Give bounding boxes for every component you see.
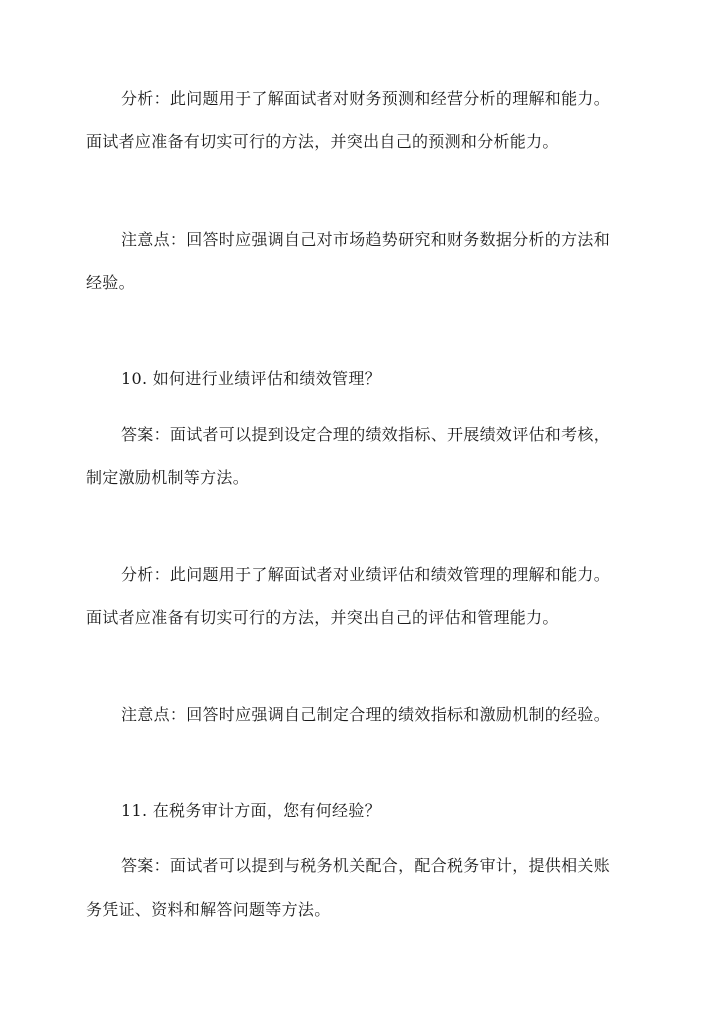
analysis-10-line-2: 面试者应准备有切实可行的方法，并突出自己的评估和管理能力。 (86, 608, 559, 627)
paragraph-analysis-line-1: 分析：此问题用于了解面试者对财务预测和经营分析的理解和能力。 (121, 89, 611, 108)
paragraph-analysis-line-2: 面试者应准备有切实可行的方法，并突出自己的预测和分析能力。 (86, 132, 559, 151)
note-10-line-1: 注意点：回答时应强调自己制定合理的绩效指标和激励机制的经验。 (121, 705, 611, 724)
analysis-10-line-1: 分析：此问题用于了解面试者对业绩评估和绩效管理的理解和能力。 (121, 565, 611, 584)
question-10-heading: 10. 如何进行业绩评估和绩效管理？ (121, 369, 381, 388)
answer-10-line-1: 答案：面试者可以提到设定合理的绩效指标、开展绩效评估和考核， (121, 425, 611, 444)
question-11-heading: 11. 在税务审计方面，您有何经验？ (121, 801, 381, 820)
answer-11-line-2: 务凭证、资料和解答问题等方法。 (86, 900, 331, 919)
paragraph-note-line-2: 经验。 (86, 273, 135, 292)
paragraph-note-line-1: 注意点：回答时应强调自己对市场趋势研究和财务数据分析的方法和 (121, 230, 611, 249)
answer-10-line-2: 制定激励机制等方法。 (86, 468, 250, 487)
answer-11-line-1: 答案：面试者可以提到与税务机关配合，配合税务审计，提供相关账 (121, 856, 611, 875)
